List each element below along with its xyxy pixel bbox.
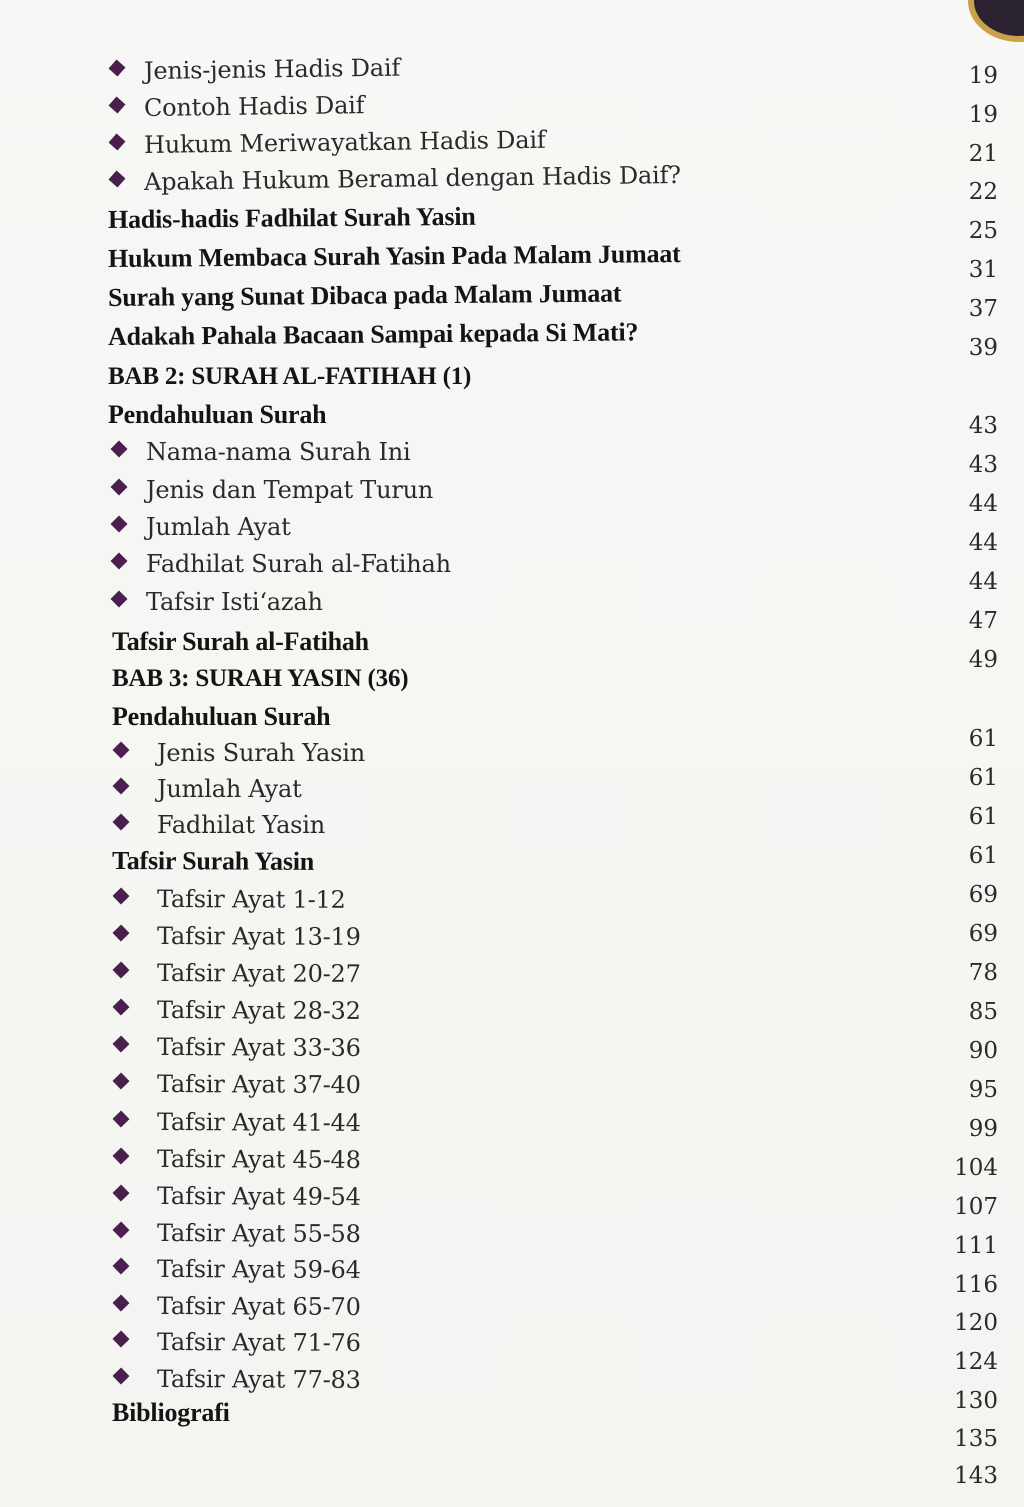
toc-entry-title: Hukum Membaca Surah Yasin Pada Malam Jumaat [107, 239, 681, 273]
page-number: 47 [968, 608, 998, 634]
toc-entry-title: Fadhilat Surah al-Fatihah [146, 550, 451, 578]
page-number: 90 [968, 1038, 998, 1064]
toc-entry-title: Tafsir Ayat 59-64 [156, 1255, 361, 1284]
page-number: 39 [968, 335, 998, 361]
toc-entry-title: Jenis dan Tempat Turun [146, 476, 434, 504]
page-number: 44 [968, 569, 998, 595]
toc-entry-title: Contoh Hadis Daif [143, 91, 365, 122]
page-number: 61 [968, 726, 998, 752]
toc-entry-title: Adakah Pahala Bacaan Sampai kepada Si Mati? [107, 317, 639, 351]
page-number: 43 [968, 452, 998, 478]
page-number: 22 [968, 179, 998, 205]
page-number: 25 [968, 218, 998, 244]
toc-entry-title: Jenis Surah Yasin [157, 739, 366, 767]
toc-entry-title: Bibliografi [112, 1398, 230, 1427]
toc-entry-title: Tafsir Ayat 65-70 [156, 1292, 361, 1321]
toc-entry-title: Jumlah Ayat [157, 775, 302, 803]
toc-entry-title: Tafsir Surah al-Fatihah [112, 627, 369, 656]
toc-entry-title: Tafsir Ayat 20-27 [156, 959, 361, 988]
toc-entry-title: Tafsir Ayat 49-54 [156, 1182, 361, 1211]
page-number: 104 [954, 1155, 998, 1181]
page-number: 95 [968, 1077, 998, 1103]
toc-entry-title: Jenis-jenis Hadis Daif [143, 53, 401, 85]
toc-entry-title: BAB 3: SURAH YASIN (36) [112, 665, 409, 692]
page-number: 19 [968, 63, 998, 89]
page-number: 19 [968, 102, 998, 128]
toc-entry-title: Tafsir Ayat 77-83 [156, 1365, 361, 1394]
toc-entry-title: Tafsir Surah Yasin [111, 846, 315, 876]
toc-entry-title: Hukum Meriwayatkan Hadis Daif [143, 125, 546, 159]
toc-entry-title: Tafsir Ayat 1-12 [156, 885, 346, 914]
page-number: 31 [968, 257, 998, 283]
toc-entry-title: Tafsir Ayat 41-44 [156, 1108, 361, 1137]
toc-entry-title: Jumlah Ayat [146, 513, 291, 541]
toc-entry-title: Tafsir Ayat 37-40 [156, 1070, 361, 1099]
page-number: 111 [954, 1233, 998, 1259]
toc-entry-title: Tafsir Ayat 45-48 [156, 1145, 361, 1174]
toc-entry-title: Tafsir Ayat 28-32 [156, 996, 361, 1025]
toc-entry-title: Hadis-hadis Fadhilat Surah Yasin [107, 201, 476, 234]
page-number: 69 [968, 882, 998, 908]
toc-entry-title: Tafsir Ayat 13-19 [156, 922, 361, 951]
toc-entry-title: Pendahuluan Surah [112, 702, 331, 731]
page-number: 43 [968, 413, 998, 439]
toc-entry-title: Tafsir Ayat 55-58 [156, 1219, 361, 1248]
toc-entry-title: Surah yang Sunat Dibaca pada Malam Jumaat [107, 278, 622, 312]
toc-entry-title: Fadhilat Yasin [157, 811, 326, 839]
page-number: 130 [954, 1388, 998, 1414]
page-number: 99 [968, 1116, 998, 1142]
page-number: 120 [954, 1310, 998, 1336]
page-number: 49 [968, 647, 998, 673]
page-number: 37 [968, 296, 998, 322]
toc-entry-title: Tafsir Ayat 33-36 [156, 1033, 361, 1062]
page-number: 44 [968, 530, 998, 556]
page-number: 143 [954, 1463, 998, 1489]
page-number: 107 [954, 1194, 998, 1220]
page-number: 69 [968, 921, 998, 947]
page-number: 124 [954, 1349, 998, 1375]
page-number: 44 [968, 491, 998, 517]
toc-entry-title: Tafsir Ayat 71-76 [156, 1328, 361, 1357]
page-number: 78 [968, 960, 998, 986]
page-number: 21 [968, 141, 998, 167]
toc-entry-title: Pendahuluan Surah [108, 400, 327, 429]
page-number: 135 [954, 1426, 998, 1452]
page-number: 61 [968, 765, 998, 791]
page-number: 85 [968, 999, 998, 1025]
toc-entry-title: BAB 2: SURAH AL-FATIHAH (1) [108, 363, 472, 390]
toc-entry-title: Nama-nama Surah Ini [146, 438, 411, 466]
toc-entry-title: Apakah Hukum Beramal dengan Hadis Daif? [143, 160, 682, 196]
page-number: 61 [968, 804, 998, 830]
page-number: 61 [968, 843, 998, 869]
toc-entry-title: Tafsir Isti‘azah [146, 588, 323, 616]
page-number: 116 [954, 1272, 998, 1298]
